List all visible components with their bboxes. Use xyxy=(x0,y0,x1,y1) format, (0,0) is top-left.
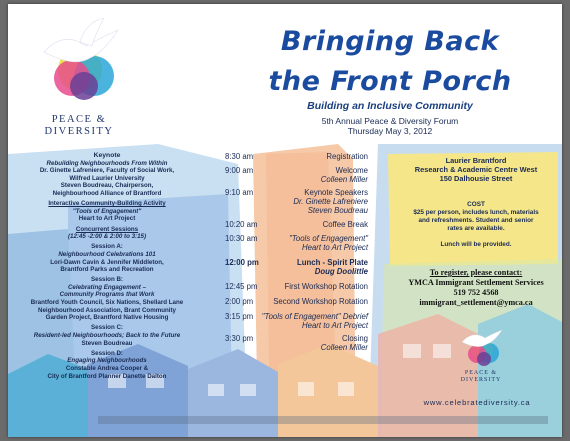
logo-line-1: PEACE & xyxy=(51,114,107,125)
session-d-line: Constable Andrea Cooper & xyxy=(65,365,149,372)
schedule-time: 9:10 am xyxy=(225,188,254,197)
website-link[interactable]: www.celebratediversity.ca xyxy=(423,398,531,407)
register-phone[interactable]: 519 752 4568 xyxy=(453,288,499,297)
sessions-column xyxy=(12,152,202,383)
schedule-item-sub: Steven Boudreau xyxy=(307,206,368,215)
schedule-time: 12:45 pm xyxy=(225,282,258,291)
session-b-line: Garden Project, Brantford Native Housing xyxy=(45,314,169,322)
peace-diversity-dove-logo-small xyxy=(458,322,506,370)
schedule-item xyxy=(321,166,368,184)
schedule-item-title: Closing xyxy=(341,334,368,343)
session-a-line: Lori-Dawn Cavin & Jennifer Middleton, xyxy=(50,258,164,266)
forum-name: 5th Annual Peace & Diversity Forum xyxy=(321,116,459,126)
register-org: YMCA Immigrant Settlement Services xyxy=(408,278,544,287)
activity-line: Heart to Art Project xyxy=(78,215,136,223)
session-d-line: City of Brantford Planner Danette Dalton xyxy=(47,372,167,380)
session-a xyxy=(12,243,202,273)
logo-wordmark-small xyxy=(446,370,516,384)
concurrent-times: (12:45 -2:00 & 2:00 to 3:15) xyxy=(67,233,147,241)
schedule-item-sub: Dr. Ginette Lafreniere xyxy=(293,197,368,206)
schedule-time: 10:30 am xyxy=(225,234,258,243)
flyer-title xyxy=(240,22,540,102)
session-b-line: Brantford Youth Council, Six Nations, Shellard Lane xyxy=(30,299,184,307)
schedule-item-title: Welcome xyxy=(335,166,368,175)
register-heading: To register, please contact: xyxy=(429,268,523,277)
session-b xyxy=(12,276,202,322)
schedule-item-title: First Workshop Rotation xyxy=(284,282,368,291)
session-a-heading: Session A: xyxy=(91,243,123,251)
schedule-item-title: "Tools of Engagement" xyxy=(289,234,368,243)
schedule-item-sub: Colleen Miller xyxy=(320,175,368,184)
schedule-item-title: Keynote Speakers xyxy=(304,188,368,197)
session-b-title: Celebrating Engagement – xyxy=(67,283,147,291)
schedule-time: 10:20 am xyxy=(225,220,258,229)
title-line-1: Bringing Back xyxy=(280,26,500,57)
keynote-title: Rebuilding Neighbourhoods From Within xyxy=(46,159,168,167)
session-c-title: Resident-led Neighbourhoods; Back to the Future xyxy=(33,332,181,340)
logo-wordmark xyxy=(24,114,134,138)
schedule-time: 2:00 pm xyxy=(225,297,254,306)
event-flyer xyxy=(8,4,562,437)
schedule-item xyxy=(262,312,368,330)
lunch-note: Lunch will be provided. xyxy=(440,241,512,248)
session-c-heading: Session C: xyxy=(91,324,123,332)
session-b-line: Neighbourhood Association, Brant Community xyxy=(38,306,176,314)
schedule-item-sub: Heart to Art Project xyxy=(301,321,368,330)
schedule-item-title: Second Workshop Rotation xyxy=(273,297,368,306)
activity-block xyxy=(12,200,202,223)
schedule-item-title: Lunch - Spirit Plate xyxy=(296,258,368,267)
cost-heading: COST xyxy=(467,201,485,208)
session-a-line: Brantford Parks and Recreation xyxy=(60,266,154,274)
session-b-heading: Session B: xyxy=(91,276,123,284)
schedule-item-sub: Colleen Miller xyxy=(320,343,368,352)
schedule-item xyxy=(323,220,368,229)
peace-diversity-dove-logo xyxy=(34,12,126,112)
schedule-time: 12:00 pm xyxy=(225,258,259,267)
flyer-subtitle: Building an Inclusive Community xyxy=(307,100,473,112)
cost-line: rates are available. xyxy=(447,225,505,232)
session-d-title: Engaging Neighbourhoods xyxy=(67,357,147,365)
schedule-item-title: Coffee Break xyxy=(322,220,368,229)
forum-info xyxy=(240,116,540,136)
schedule-item-sub: Heart to Art Project xyxy=(301,243,368,252)
logo-line-1: PEACE & xyxy=(464,370,498,376)
forum-date: Thursday May 3, 2012 xyxy=(347,126,433,136)
activity-heading: Interactive Community-Building Activity xyxy=(48,200,166,208)
keynote-line: Steven Boudreau, Chairperson, xyxy=(60,182,154,190)
session-c xyxy=(12,324,202,347)
title-line-2: the Front Porch xyxy=(268,66,512,97)
schedule-time: 3:15 pm xyxy=(225,312,254,321)
keynote-heading: Keynote xyxy=(93,152,121,159)
session-c-line: Steven Boudreau xyxy=(81,339,133,347)
schedule-time: 8:30 am xyxy=(225,152,254,161)
activity-title: "Tools of Engagement" xyxy=(72,207,142,215)
schedule-item xyxy=(273,297,368,306)
registration-info xyxy=(396,268,556,308)
session-a-title: Neighbourhood Celebrations 101 xyxy=(58,250,156,258)
logo-line-2: DIVERSITY xyxy=(44,126,114,137)
schedule-time: 9:00 am xyxy=(225,166,254,175)
keynote-line: Neighbourhood Alliance of Brantford xyxy=(52,189,162,197)
session-d-heading: Session D: xyxy=(91,349,123,357)
concurrent-block xyxy=(12,226,202,241)
schedule-item xyxy=(321,334,368,352)
schedule-item-title: Registration xyxy=(326,152,368,161)
schedule-item-title: "Tools of Engagement" Debrief xyxy=(261,312,368,321)
keynote-line: Wilfred Laurier University xyxy=(69,174,145,182)
register-email[interactable]: immigrant_settlement@ymca.ca xyxy=(419,298,533,307)
schedule-item xyxy=(289,234,368,252)
session-b-title: Community Programs that Work xyxy=(59,291,155,299)
schedule-item xyxy=(285,282,369,291)
concurrent-heading: Concurrent Sessions xyxy=(75,225,139,233)
venue-cost-column xyxy=(396,156,556,249)
venue-name: Laurier Brantford xyxy=(445,156,507,165)
schedule-time: 3:30 pm xyxy=(225,334,254,343)
logo-line-2: DIVERSITY xyxy=(460,377,502,383)
keynote-line: Dr. Ginette Lafreniere, Faculty of Social Work, xyxy=(39,167,175,175)
schedule-item xyxy=(297,258,368,276)
schedule-item xyxy=(293,188,368,215)
venue-address: 150 Dalhousie Street xyxy=(439,174,513,183)
schedule-item xyxy=(326,152,368,161)
schedule-item-sub: Doug Doolittle xyxy=(314,267,368,276)
session-d xyxy=(12,350,202,380)
keynote-block xyxy=(12,152,202,198)
cost-line: $25 per person, includes lunch, materials xyxy=(413,209,539,216)
venue-building: Research & Academic Centre West xyxy=(414,165,538,174)
cost-line: and refreshments. Student and senior xyxy=(418,217,534,224)
